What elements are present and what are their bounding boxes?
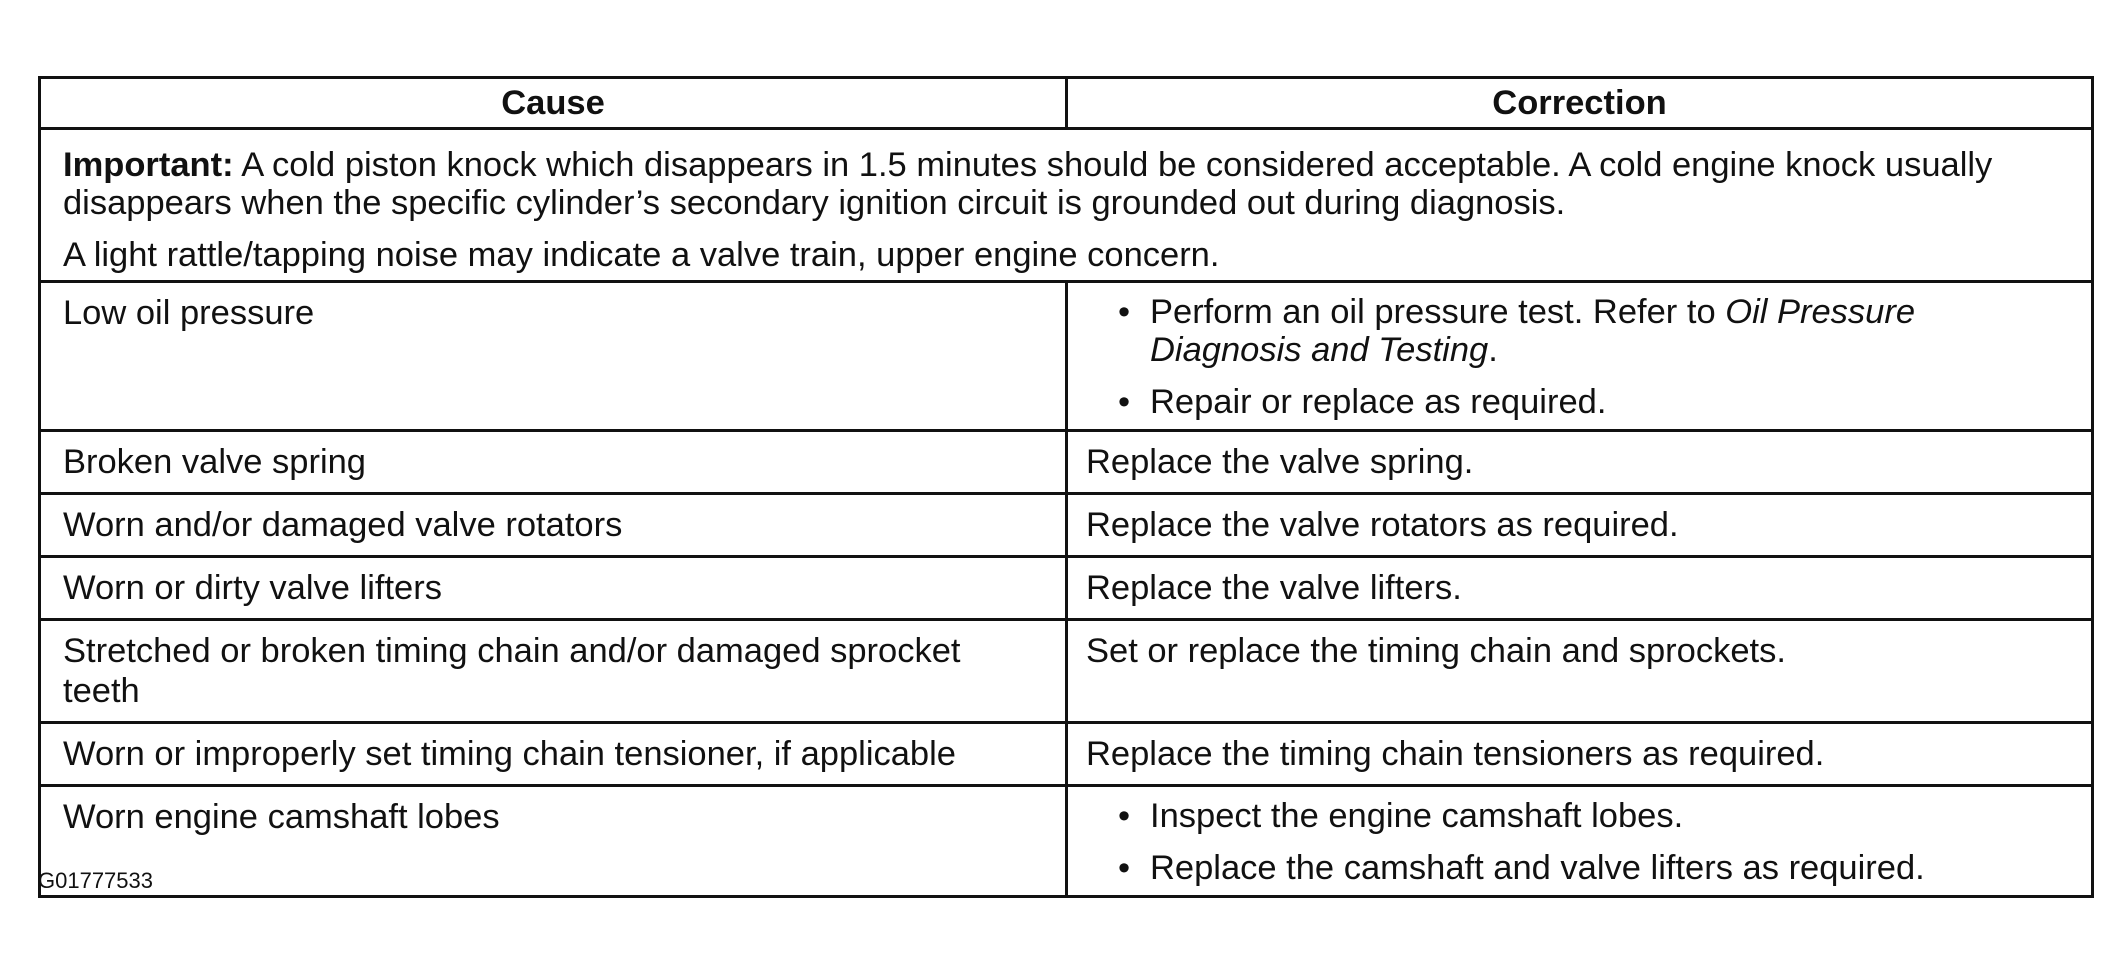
correction-step [1086,849,2073,887]
correction-cell: Replace the valve lifters. [1067,557,2093,620]
cause-cell: Worn and/or damaged valve rotators [40,494,1067,557]
important-note-row [40,129,2093,282]
table-row [40,494,2093,557]
cause-cell: Stretched or broken timing chain and/or damaged sprocket teeth [40,620,1067,723]
correction-step-tail: . [1488,331,1498,369]
correction-steps-list [1086,293,2073,421]
cause-cell: Broken valve spring [40,431,1067,494]
table-row [40,723,2093,786]
reference-link: Oil Pressure Diagnosis and Testing [1150,293,1916,369]
header-row [40,78,2093,129]
correction-step [1086,797,2073,835]
correction-cell: Replace the valve rotators as required. [1067,494,2093,557]
important-note-paragraph [63,146,2069,222]
table-row [40,620,2093,723]
correction-step-text: Repair or replace as required. [1150,383,1607,421]
correction-step-text: Replace the camshaft and valve lifters as required. [1150,849,1925,887]
bullet-icon: • [1118,293,1131,331]
cause-cell: Worn or dirty valve lifters [40,557,1067,620]
table-row [40,431,2093,494]
cause-correction-table [38,76,2094,898]
table-row [40,282,2093,431]
correction-cell: Set or replace the timing chain and sprockets. [1067,620,2093,723]
correction-cell: Replace the valve spring. [1067,431,2093,494]
correction-steps-list [1086,797,2073,887]
correction-step [1086,293,2073,369]
table-row [40,786,2093,897]
rattle-note-paragraph: A light rattle/tapping noise may indicate a valve train, upper engine concern. [63,236,1220,274]
correction-cell [1067,282,2093,431]
correction-step-text: Inspect the engine camshaft lobes. [1150,797,1684,835]
cause-cell: Low oil pressure [40,282,1067,431]
bullet-icon: • [1118,849,1131,887]
header-correction: Correction [1067,78,2093,129]
cause-cell: Worn engine camshaft lobes [40,786,1067,897]
correction-cell: Replace the timing chain tensioners as required. [1067,723,2093,786]
bullet-icon: • [1118,383,1131,421]
header-cause: Cause [40,78,1067,129]
important-label: Important: [63,146,234,184]
important-note-text: A cold piston knock which disappears in 1.5 minutes should be considered acceptable. A cold engine knock usually disappears when the specific cylinder’s secondary ignition circuit is grounded out during diagnosis. [63,146,1993,222]
bullet-icon: • [1118,797,1131,835]
correction-step-text: Perform an oil pressure test. Refer to [1150,293,1726,331]
correction-step [1086,383,2073,421]
cause-cell: Worn or improperly set timing chain tensioner, if applicable [40,723,1067,786]
important-note-cell [40,129,2093,282]
figure-code: G01777533 [38,868,153,893]
correction-cell [1067,786,2093,897]
table-row [40,557,2093,620]
